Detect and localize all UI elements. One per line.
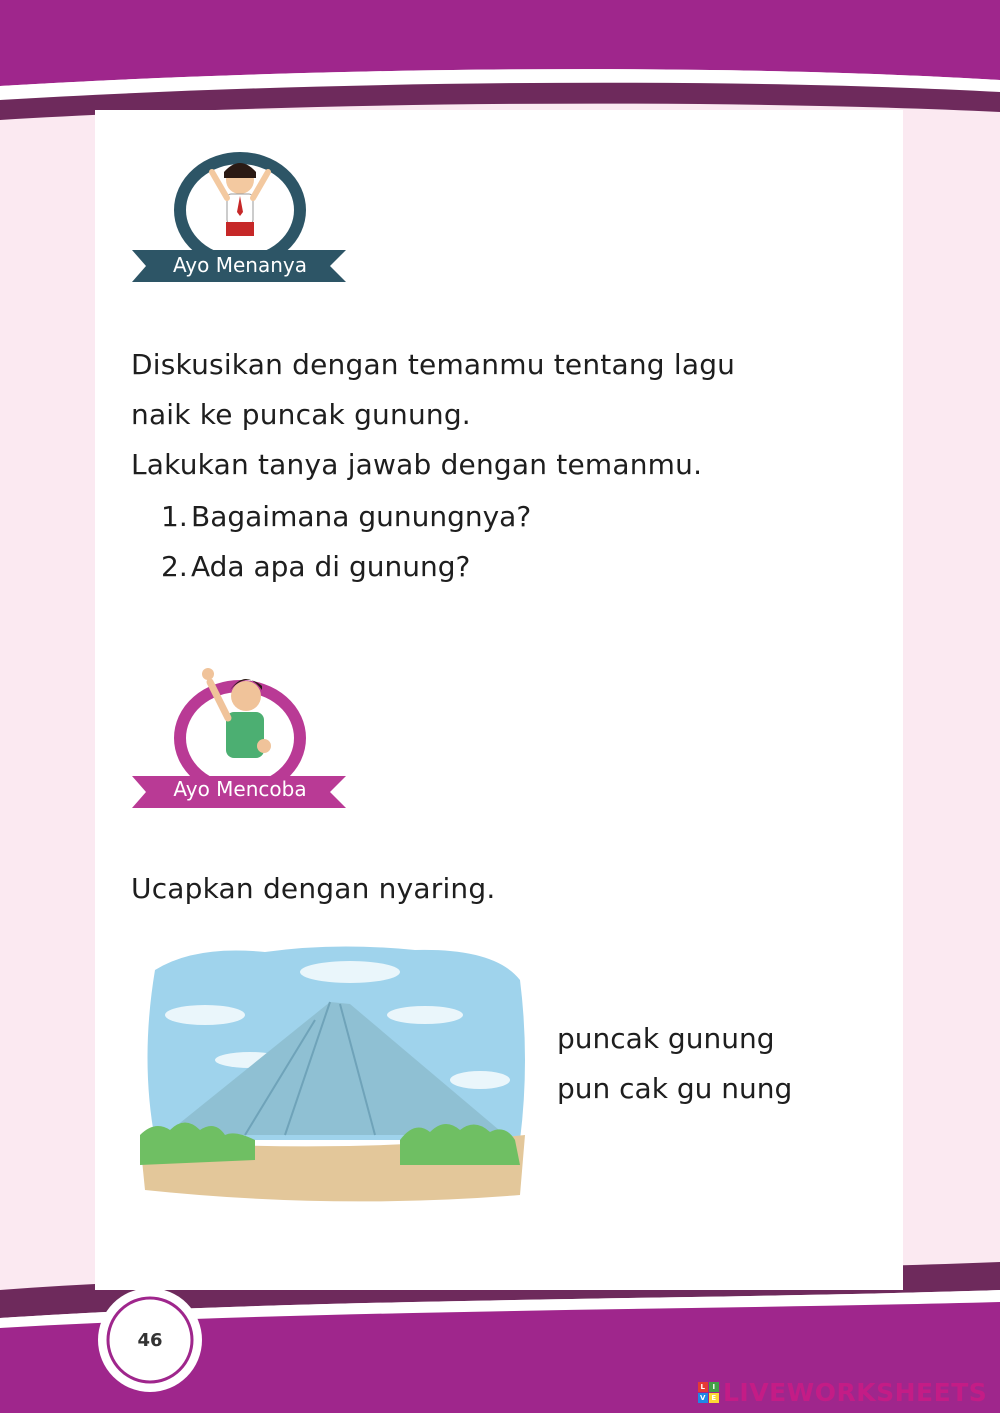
watermark-text: LIVEWORKSHEETS bbox=[723, 1377, 988, 1407]
liveworksheets-watermark bbox=[698, 1377, 987, 1407]
question-text: Bagaimana gunungnya? bbox=[191, 500, 532, 533]
instruction-line-3: Lakukan tanya jawab dengan temanmu. bbox=[131, 448, 703, 481]
ayo-mencoba-label: Ayo Mencoba bbox=[173, 777, 307, 801]
mountain-illustration bbox=[135, 940, 530, 1205]
question-text: Ada apa di gunung? bbox=[191, 550, 471, 583]
question-number: 2. bbox=[161, 550, 188, 583]
instruction-line-2: naik ke puncak gunung. bbox=[131, 398, 471, 431]
question-number: 1. bbox=[161, 500, 188, 533]
question-item-1 bbox=[161, 500, 531, 533]
exercise-prompt: Ucapkan dengan nyaring. bbox=[131, 872, 496, 905]
exercise-syllables: pun cak gu nung bbox=[557, 1072, 793, 1105]
exercise-word: puncak gunung bbox=[557, 1022, 775, 1055]
girl-pointing-icon bbox=[212, 163, 268, 236]
ayo-menanya-label: Ayo Menanya bbox=[172, 253, 307, 277]
page-number: 46 bbox=[137, 1329, 163, 1351]
liveworksheets-logo-icon: L I V E bbox=[698, 1382, 719, 1403]
question-item-2 bbox=[161, 550, 470, 583]
instruction-line-1: Diskusikan dengan temanmu tentang lagu bbox=[131, 348, 736, 381]
